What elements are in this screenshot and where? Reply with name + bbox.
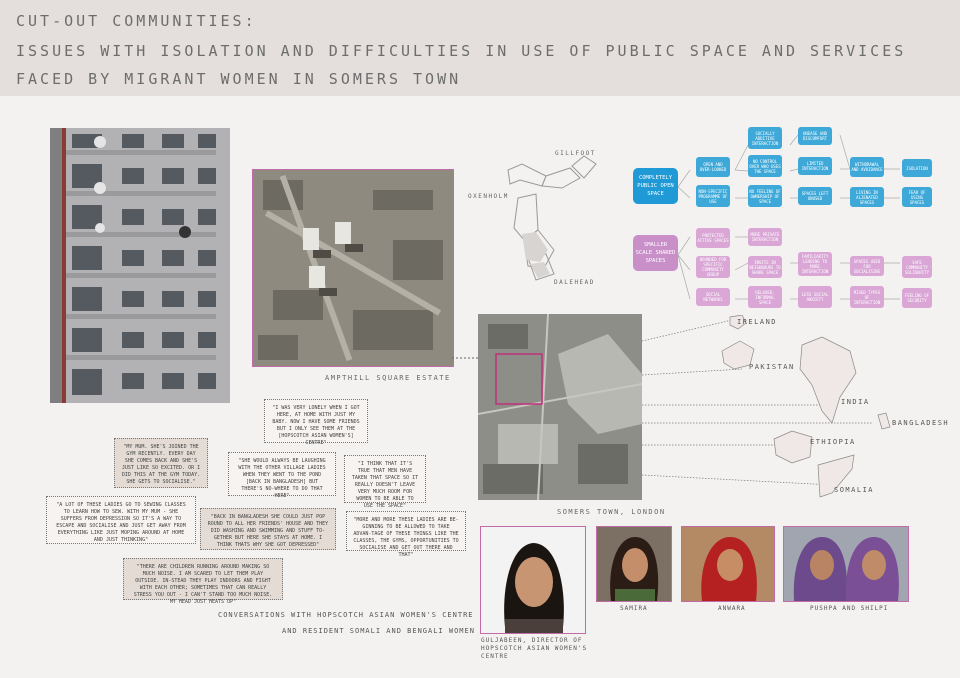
- quote-3: "SHE WOULD ALWAYS BE LAUGHING WITH THE OTHER VILLAGE LADIES WHEN THEY WENT TO THE POND [BACK IN BANGLADESH] BUT THERE'S NO-WHERE TO DO THAT HERE": [228, 452, 336, 496]
- flow-connectors: [630, 125, 945, 315]
- quote-6: "BACK IN BANGLADESH SHE COULD JUST POP ROUND TO ALL HER FRIENDS' HOUSE AND THEY DID WASHING AND SWIMMING AND STUFF TO-GETHER BUT HERE SHE STAYS AT HOME. I THINK THATS WHY SHE GOT DEPRESSED": [200, 508, 336, 550]
- flow-box-blue-1: NON-SPECIFIC PROGRAMME OF USE: [696, 185, 730, 207]
- flow-box-pink-9: MIXED TYPES OF INTERACTION: [850, 286, 884, 308]
- portrait-samira: [596, 526, 672, 602]
- conversations-line-1: CONVERSATIONS WITH HOPSCOTCH ASIAN WOMEN'S CENTRE: [218, 611, 474, 619]
- flow-box-blue-11: FEAR OF USING SPACES: [902, 187, 932, 207]
- dalehead-label: DALEHEAD: [554, 279, 595, 286]
- caption-samira: SAMIRA: [620, 605, 648, 612]
- conversations-line-2: AND RESIDENT SOMALI AND BENGALI WOMEN: [282, 627, 475, 635]
- flow-box-pink-7: RELAXED, INFORMAL SPACE: [748, 286, 782, 308]
- flow-box-blue-2: SOCIALLY ADDITIVE INTERACTION: [748, 127, 782, 149]
- caption-guljabeen: GULJABEEN, DIRECTOR OF HOPSCOTCH ASIAN WOMEN'S CENTRE: [481, 637, 588, 660]
- ampthill-label: AMPTHILL SQUARE ESTATE: [325, 374, 451, 382]
- flow-box-blue-7: SPACES LEFT UNUSED: [798, 187, 832, 205]
- migration-lines: [642, 315, 942, 505]
- quote-1: "I WAS VERY LONELY WHEN I GOT HERE, AT HOME WITH JUST MY BABY. NOW I HAVE SOME FRIENDS BUT I ONLY SEE THEM AT THE [HOPSCOTCH ASIAN WOMEN'S] CENTRE": [264, 399, 368, 443]
- portrait-guljabeen: [480, 526, 586, 634]
- title-line-2: ISSUES WITH ISOLATION AND DIFFICULTIES IN USE OF PUBLIC SPACE AND SERVICES: [16, 42, 907, 60]
- country-ethiopia: ETHIOPIA: [810, 438, 856, 446]
- flow-box-blue-6: LIMITED INTERACTION: [798, 157, 832, 175]
- somers-town-map: [478, 314, 642, 500]
- flow-box-blue-0: OPEN AND OVER-LOOKED: [696, 157, 730, 177]
- country-somalia: SOMALIA: [834, 486, 875, 494]
- flow-box-pink-4: FAMILIARITY LEADING TO MORE INTERACTION: [798, 252, 832, 276]
- flow-box-pink-11: SOCIAL NETWORKS: [696, 288, 730, 306]
- tower-block-photo: [50, 128, 230, 403]
- quote-5: "A LOT OF THESE LADIES GO TO SEWING CLASSES TO LEARN HOW TO SEW. WITH MY MUM - SHE SUFFERS FROM DEPRESSION SO IT'S A WAY TO ESCAPE AND SOCIALISE AND JUST GET AWAY FROM EVERYTHING LIKE JUST MOPING AROUND AT HOME AND JUST THINKING": [46, 496, 196, 544]
- portrait-pushpa-shilpi: [783, 526, 909, 602]
- flow-box-blue-4: NO FEELING OF OWNERSHIP OF SPACE: [748, 185, 782, 207]
- ampthill-aerial-photo: [252, 169, 454, 367]
- shared-space-title: SMALLER SCALE SHARED SPACES: [633, 235, 678, 271]
- title-line-1: CUT-OUT COMMUNITIES:: [16, 12, 257, 30]
- country-india: INDIA: [841, 398, 870, 406]
- quote-4: "I THINK THAT IT'S TRUE THAT MEN HAVE TAKEN THAT SPACE SO IT REALLY DOESN'T LEAVE VERY MUCH ROOM FOR WOMEN TO BE ABLE TO USE THE SPACE": [344, 455, 426, 503]
- country-bangladesh: BANGLADESH: [892, 419, 950, 427]
- somers-label: SOMERS TOWN, LONDON: [557, 508, 666, 516]
- flow-box-blue-5: UNEASE AND DISCOMFORT: [798, 127, 832, 145]
- caption-pushpa-shilpi: PUSHPA AND SHILPI: [810, 605, 889, 612]
- flow-box-pink-10: FEELING OF SECURITY: [902, 288, 932, 308]
- quote-7: "MORE AND MORE THESE LADIES ARE BE-GINNING TO BE ALLOWED TO TAKE ADVAN-TAGE OF THESE THINGS LIKE THE CLASSES, THE GYMS, OPPORTUNITIES TO SOCIALISE AND GET OUT THERE AND THAT": [346, 511, 466, 551]
- quote-8: "THERE ARE CHILDREN RUNNING AROUND MAKING SO MUCH NOISE. I AM SCARED TO LET THEM PLAY OUTSIDE. IN-STEAD THEY PLAY INDOORS AND FIGHT WITH EACH OTHER; SOMETIMES THAT CAN REALLY STRESS YOU OUT - I CAN'T STAND TOO MUCH NOISE. MY HEAD JUST HEATS UP": [123, 558, 283, 600]
- gillfoot-label: GILLFOOT: [555, 150, 596, 157]
- flow-box-blue-8: WITHDRAWAL AND AVOIDANCE: [850, 157, 884, 177]
- flow-box-blue-10: ISOLATION: [902, 159, 932, 177]
- flow-box-pink-2: MORE PRIVATE INTERACTION: [748, 228, 782, 246]
- oxenholm-label: OXENHOLM: [468, 193, 509, 200]
- public-space-title: COMPLETELY PUBLIC OPEN SPACE: [633, 168, 678, 204]
- flow-box-pink-5: SPACES USED FOR SOCIALISING: [850, 256, 884, 276]
- quote-2: "MY MUM. SHE'S JOINED THE GYM RECENTLY. EVERY DAY SHE COMES BACK AND SHE'S JUST LIKE SO EXCITED. OR I DID THIS AT THE GYM TODAY. SHE GETS TO SOCIALISE.": [114, 438, 208, 488]
- country-ireland: IRELAND: [737, 318, 778, 326]
- flow-box-blue-3: NO CONTROL OVER WHO USES THE SPACE: [748, 155, 782, 177]
- flow-box-pink-8: LESS SOCIAL ANXIETY: [798, 286, 832, 308]
- header: [0, 0, 960, 96]
- flow-box-pink-1: BOUNDED FOR SPECIFIC COMMUNITY GROUP: [696, 256, 730, 278]
- country-pakistan: PAKISTAN: [749, 363, 795, 371]
- estate-footprint-diagram: [500, 150, 630, 290]
- caption-anwara: ANWARA: [718, 605, 746, 612]
- flow-box-pink-3: INVITE IN NEIGHBOURS TO SHARE SPACE: [748, 256, 782, 278]
- flow-box-blue-9: LIVING IN ALIENATED SPACES: [850, 187, 884, 207]
- portrait-anwara: [681, 526, 775, 602]
- flow-box-pink-6: SAFE COMMUNITY SOLIDARITY: [902, 256, 932, 278]
- title-line-3: FACED BY MIGRANT WOMEN IN SOMERS TOWN: [16, 70, 462, 88]
- flow-box-pink-0: PROTECTED ACTIVE SPACES: [696, 228, 730, 248]
